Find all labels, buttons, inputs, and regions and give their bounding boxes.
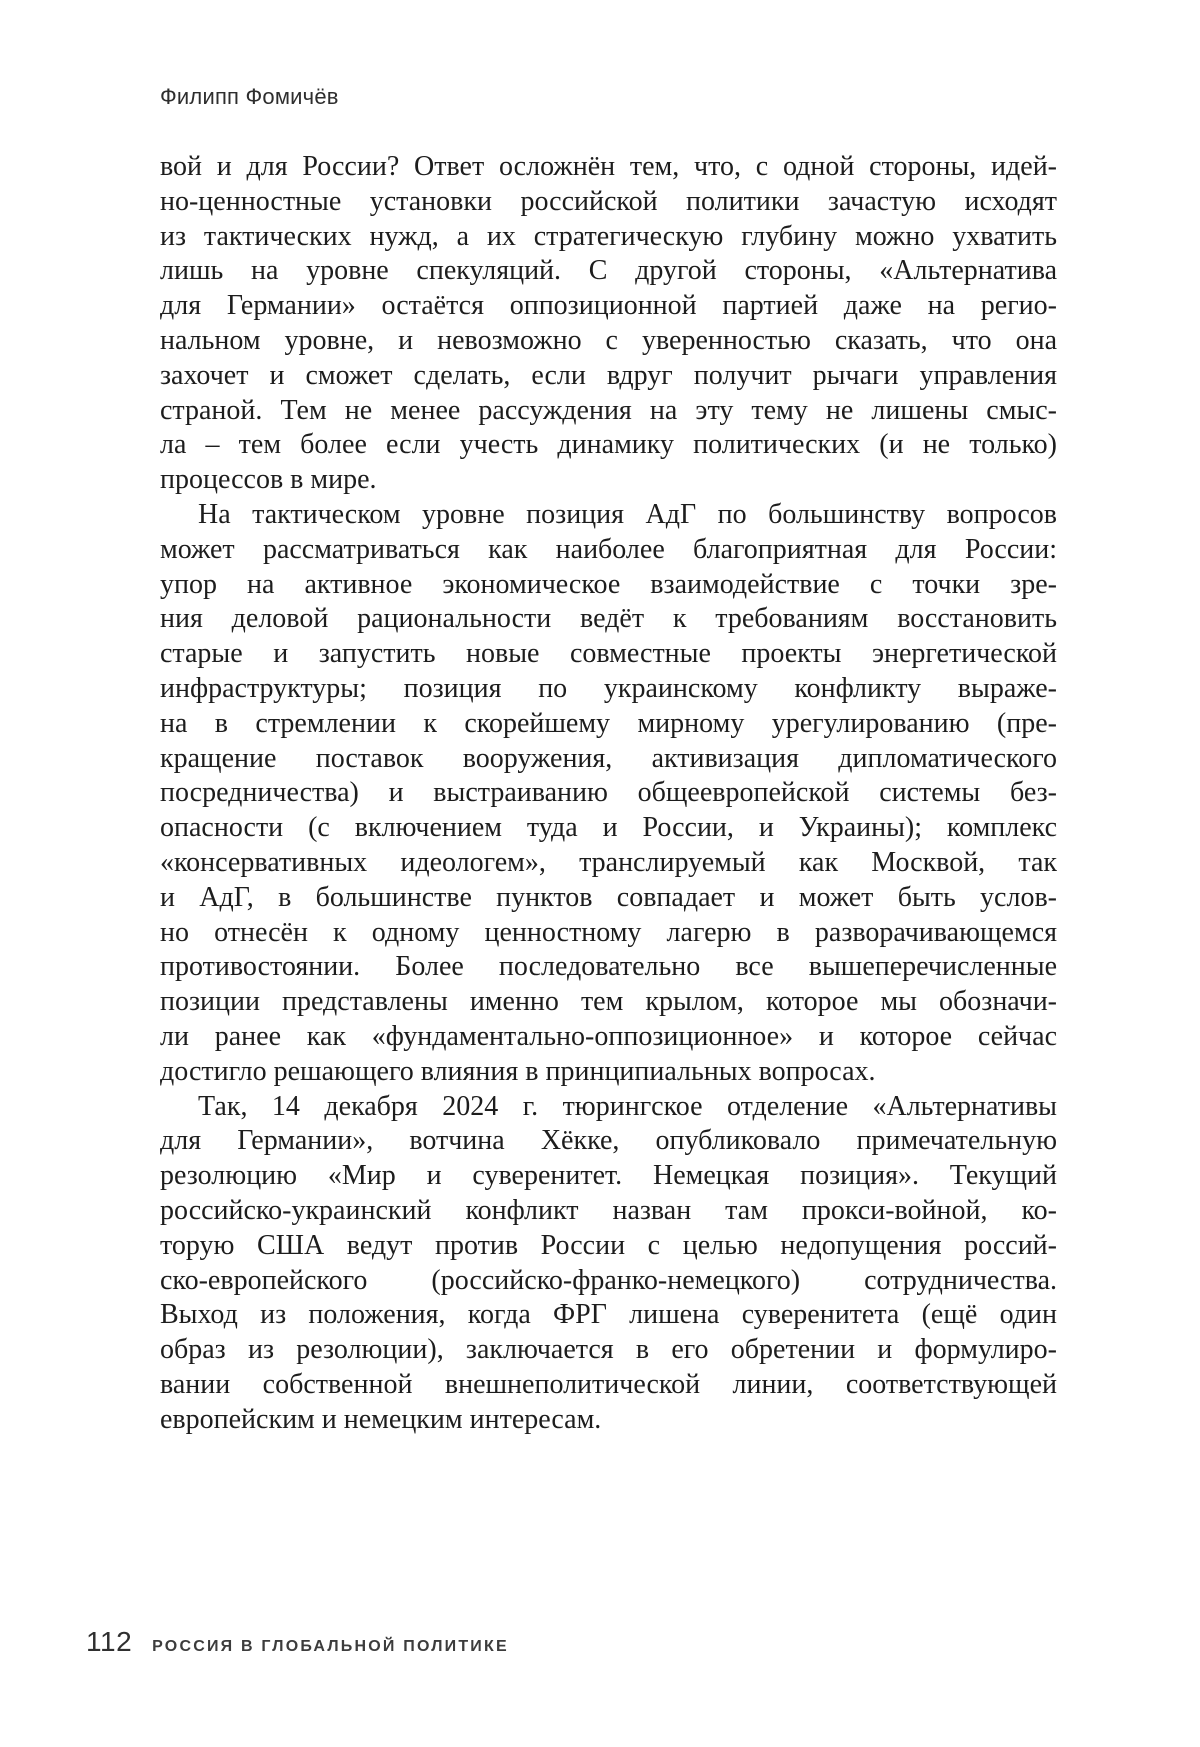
text-line: «консервативных идеологем», транслируемый как Москвой, так [160,846,1057,878]
text-line: позиции представлены именно тем крылом, которое мы обозначи- [160,986,1057,1018]
text-line: упор на активное экономическое взаимодействие с точки зре- [160,568,1057,600]
text-line: Выход из положения, когда ФРГ лишена суверенитета (ещё один [160,1299,1057,1331]
text-line: но отнесён к одному ценностному лагерю в разворачивающемся [160,916,1057,948]
text-line: ли ранее как «фундаментально-оппозиционное» и которое сейчас [160,1020,1057,1052]
page-footer [86,1626,509,1658]
text-line: на в стремлении к скорейшему мирному урегулированию (пре- [160,707,1057,739]
text-line: образ из резолюции), заключается в его обретении и формулиро- [160,1334,1057,1366]
text-line: российско-украинский конфликт назван там прокси-войной, ко- [160,1194,1057,1226]
text-line: вании собственной внешнеполитической линии, соответствующей [160,1368,1057,1400]
text-line: резолюцию «Мир и суверенитет. Немецкая позиция». Текущий [160,1160,1057,1192]
text-line: и АдГ, в большинстве пунктов совпадает и может быть услов- [160,881,1057,913]
page-number: 112 [86,1626,133,1657]
text-line: нальном уровне, и невозможно с уверенностью сказать, что она [160,324,1057,356]
text-line: захочет и сможет сделать, если вдруг получит рычаги управления [160,359,1057,391]
text-line: посредничества) и выстраиванию общеевропейской системы без- [160,777,1057,809]
text-line: ско-европейского (российско-франко-немецкого) сотрудничества. [160,1264,1057,1296]
text-line: торую США ведут против России с целью недопущения россий- [160,1229,1057,1261]
text-line: европейским и немецким интересам. [160,1403,602,1435]
text-line: вой и для России? Ответ осложнён тем, что, с одной стороны, идей- [160,151,1057,182]
text-line: старые и запустить новые совместные проекты энергетической [160,638,1057,670]
text-line: кращение поставок вооружения, активизация дипломатического [160,742,1057,774]
text-line: лишь на уровне спекуляций. С другой стороны, «Альтернатива [160,255,1057,287]
text-line: для Германии», вотчина Хёкке, опубликовало примечательную [160,1125,1057,1157]
text-line: противостоянии. Более последовательно все вышеперечисленные [160,951,1057,983]
text-line: ния деловой рациональности ведёт к требованиям восстановить [160,603,1057,635]
running-header-author: Филипп Фомичёв [160,84,339,109]
text-line: из тактических нужд, а их стратегическую глубину можно ухватить [160,220,1057,252]
text-line: На тактическом уровне позиция АдГ по большинству вопросов [198,498,1057,530]
text-line: инфраструктуры; позиция по украинскому конфликту выраже- [160,672,1057,704]
text-line: процессов в мире. [160,464,377,496]
text-line: но-ценностные установки российской политики зачастую исходят [160,185,1057,217]
journal-title: РОССИЯ В ГЛОБАЛЬНОЙ ПОЛИТИКЕ [152,1638,509,1655]
text-line: ла – тем более если учесть динамику политических (и не только) [160,429,1057,461]
text-line: опасности (с включением туда и России, и Украины); комплекс [160,812,1057,844]
text-line: для Германии» остаётся оппозиционной партией даже на регио- [160,290,1057,322]
text-block [160,150,1057,1437]
text-line: страной. Тем не менее рассуждения на эту тему не лишены смыс- [160,394,1057,426]
text-line: достигло решающего влияния в принципиальных вопросах. [160,1055,876,1087]
text-line: Так, 14 декабря 2024 г. тюрингское отделение «Альтернативы [198,1090,1057,1122]
text-line: может рассматриваться как наиболее благоприятная для России: [160,533,1057,565]
